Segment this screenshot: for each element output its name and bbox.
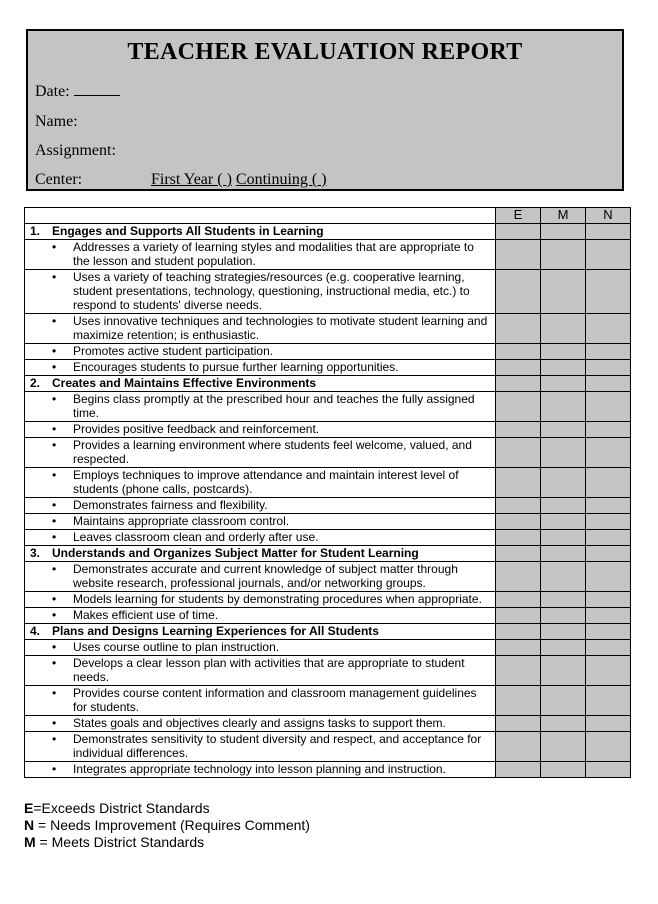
bullet-icon: • (52, 656, 57, 670)
criteria-cell (25, 314, 496, 344)
criteria-text: Uses course outline to plan instruction. (73, 640, 280, 654)
criteria-item (28, 392, 492, 420)
criteria-cell (25, 422, 496, 438)
report-header (26, 29, 624, 191)
section-heading (25, 624, 496, 640)
rating-cell-e[interactable] (496, 732, 541, 762)
section-heading (25, 376, 496, 392)
criteria-text: Employs techniques to improve attendance and maintain interest level of students (phone calls, postcards). (73, 468, 459, 496)
column-header-m: M (541, 208, 586, 224)
rating-cell-m[interactable] (541, 314, 586, 344)
rating-cell-n[interactable] (586, 608, 631, 624)
section-number: 4. (30, 624, 41, 638)
rating-cell-e[interactable] (496, 562, 541, 592)
rating-cell-e[interactable] (496, 716, 541, 732)
rating-cell-n[interactable] (586, 592, 631, 608)
rating-cell-m[interactable] (541, 530, 586, 546)
bullet-icon: • (52, 640, 57, 654)
date-field (35, 83, 120, 101)
center-label: Center: (35, 171, 83, 188)
criteria-row (25, 392, 631, 422)
bullet-icon: • (52, 468, 57, 482)
criteria-item (28, 640, 492, 654)
criteria-item (28, 438, 492, 466)
section-number: 1. (30, 224, 41, 238)
criteria-text: Promotes active student participation. (73, 344, 274, 358)
rating-cell-e[interactable] (496, 224, 541, 240)
header-spacer (25, 208, 496, 224)
rating-cell-n[interactable] (586, 344, 631, 360)
section-heading (25, 546, 496, 562)
criteria-cell (25, 498, 496, 514)
rating-cell-m[interactable] (541, 686, 586, 716)
bullet-icon: • (52, 716, 57, 730)
section-number: 3. (30, 546, 41, 560)
criteria-row (25, 468, 631, 498)
rating-cell-n[interactable] (586, 640, 631, 656)
rating-cell-n[interactable] (586, 314, 631, 344)
rating-cell-n[interactable] (586, 422, 631, 438)
criteria-row (25, 640, 631, 656)
section-number: 2. (30, 376, 41, 390)
report-title: TEACHER EVALUATION REPORT (127, 39, 523, 65)
rating-cell-e[interactable] (496, 392, 541, 422)
criteria-item (28, 422, 492, 436)
rating-cell-m[interactable] (541, 392, 586, 422)
criteria-cell (25, 762, 496, 778)
criteria-row (25, 240, 631, 270)
rating-cell-m[interactable] (541, 732, 586, 762)
criteria-row (25, 270, 631, 314)
rating-cell-e[interactable] (496, 514, 541, 530)
rating-cell-e[interactable] (496, 240, 541, 270)
criteria-item (28, 360, 492, 374)
rating-cell-m[interactable] (541, 240, 586, 270)
rating-cell-n[interactable] (586, 438, 631, 468)
criteria-row (25, 762, 631, 778)
bullet-icon: • (52, 498, 57, 512)
criteria-text: Models learning for students by demonstrating procedures when appropriate. (73, 592, 482, 606)
criteria-text: Uses a variety of teaching strategies/resources (e.g. cooperative learning, student presentations, technology, questioning, instructional media, etc.) to respond to students' diverse needs. (73, 270, 470, 312)
bullet-icon: • (52, 240, 57, 254)
criteria-row (25, 608, 631, 624)
criteria-row (25, 438, 631, 468)
rating-cell-n[interactable] (586, 468, 631, 498)
criteria-item (28, 608, 492, 622)
criteria-item (28, 592, 492, 606)
rating-cell-e[interactable] (496, 592, 541, 608)
criteria-item (28, 314, 492, 342)
criteria-cell (25, 468, 496, 498)
rating-cell-e[interactable] (496, 686, 541, 716)
criteria-text: Leaves classroom clean and orderly after use. (73, 530, 319, 544)
criteria-row (25, 344, 631, 360)
rating-cell-e[interactable] (496, 498, 541, 514)
rating-cell-n[interactable] (586, 546, 631, 562)
criteria-item (28, 468, 492, 496)
criteria-text: Integrates appropriate technology into lesson planning and instruction. (73, 762, 446, 776)
date-label: Date: (35, 83, 70, 100)
rating-cell-e[interactable] (496, 656, 541, 686)
rating-cell-m[interactable] (541, 640, 586, 656)
bullet-icon: • (52, 530, 57, 544)
section-title: Engages and Supports All Students in Learning (52, 224, 324, 238)
rating-cell-n[interactable] (586, 498, 631, 514)
criteria-cell (25, 608, 496, 624)
criteria-item (28, 240, 492, 268)
bullet-icon: • (52, 592, 57, 606)
rating-cell-m[interactable] (541, 762, 586, 778)
bullet-icon: • (52, 344, 57, 358)
criteria-text: Provides a learning environment where students feel welcome, valued, and respected. (73, 438, 472, 466)
bullet-icon: • (52, 270, 57, 284)
criteria-text: Provides course content information and classroom management guidelines for students. (73, 686, 477, 714)
criteria-text: Demonstrates accurate and current knowledge of subject matter through website research, professional journals, and/or networking groups. (73, 562, 458, 590)
criteria-text: States goals and objectives clearly and assigns tasks to support them. (73, 716, 446, 730)
criteria-row (25, 562, 631, 592)
criteria-cell (25, 592, 496, 608)
criteria-text: Demonstrates sensitivity to student diversity and respect, and acceptance for individual differences. (73, 732, 482, 760)
rating-cell-e[interactable] (496, 344, 541, 360)
rating-cell-n[interactable] (586, 762, 631, 778)
criteria-cell (25, 530, 496, 546)
center-options (151, 171, 327, 189)
criteria-item (28, 732, 492, 760)
column-header-n: N (586, 208, 631, 224)
rating-cell-e[interactable] (496, 530, 541, 546)
criteria-cell (25, 686, 496, 716)
rating-cell-m[interactable] (541, 656, 586, 686)
criteria-row (25, 656, 631, 686)
bullet-icon: • (52, 514, 57, 528)
criteria-row (25, 360, 631, 376)
rating-cell-e[interactable] (496, 546, 541, 562)
criteria-cell (25, 656, 496, 686)
section-row (25, 624, 631, 640)
bullet-icon: • (52, 762, 57, 776)
rating-cell-n[interactable] (586, 376, 631, 392)
criteria-cell (25, 438, 496, 468)
criteria-item (28, 270, 492, 312)
criteria-item (28, 498, 492, 512)
rating-cell-m[interactable] (541, 344, 586, 360)
bullet-icon: • (52, 438, 57, 452)
rating-cell-e[interactable] (496, 360, 541, 376)
legend-needs-improvement: N = Needs Improvement (Requires Comment) (24, 817, 310, 833)
rating-cell-m[interactable] (541, 562, 586, 592)
rating-cell-e[interactable] (496, 438, 541, 468)
rating-cell-e[interactable] (496, 468, 541, 498)
criteria-text: Maintains appropriate classroom control. (73, 514, 290, 528)
legend-exceeds: E=Exceeds District Standards (24, 800, 210, 816)
bullet-icon: • (52, 608, 57, 622)
criteria-text: Uses innovative techniques and technologies to motivate student learning and maximize retention; is enthusiastic. (73, 314, 488, 342)
criteria-cell (25, 640, 496, 656)
rating-cell-e[interactable] (496, 270, 541, 314)
criteria-cell (25, 732, 496, 762)
rating-cell-m[interactable] (541, 376, 586, 392)
rating-cell-n[interactable] (586, 732, 631, 762)
rating-cell-m[interactable] (541, 224, 586, 240)
rating-cell-m[interactable] (541, 608, 586, 624)
criteria-cell (25, 514, 496, 530)
rating-cell-m[interactable] (541, 716, 586, 732)
rating-cell-n[interactable] (586, 624, 631, 640)
rating-cell-n[interactable] (586, 392, 631, 422)
criteria-text: Addresses a variety of learning styles and modalities that are appropriate to the lesson and student population. (73, 240, 474, 268)
date-blank[interactable] (74, 83, 120, 96)
rating-cell-e[interactable] (496, 624, 541, 640)
criteria-item (28, 344, 492, 358)
rating-cell-m[interactable] (541, 624, 586, 640)
rating-cell-m[interactable] (541, 438, 586, 468)
rating-cell-n[interactable] (586, 240, 631, 270)
criteria-text: Develops a clear lesson plan with activities that are appropriate to student needs. (73, 656, 465, 684)
criteria-item (28, 562, 492, 590)
section-title: Understands and Organizes Subject Matter for Student Learning (52, 546, 419, 560)
rating-cell-e[interactable] (496, 376, 541, 392)
section-row (25, 224, 631, 240)
rating-cell-e[interactable] (496, 762, 541, 778)
rating-cell-e[interactable] (496, 422, 541, 438)
criteria-cell (25, 392, 496, 422)
first-year-option[interactable]: First Year ( ) (151, 171, 232, 188)
column-header-e: E (496, 208, 541, 224)
criteria-row (25, 498, 631, 514)
criteria-cell (25, 270, 496, 314)
bullet-icon: • (52, 392, 57, 406)
rating-cell-n[interactable] (586, 270, 631, 314)
criteria-row (25, 592, 631, 608)
rating-cell-n[interactable] (586, 716, 631, 732)
bullet-icon: • (52, 422, 57, 436)
bullet-icon: • (52, 686, 57, 700)
name-label: Name: (35, 113, 78, 130)
section-title: Creates and Maintains Effective Environments (52, 376, 317, 390)
bullet-icon: • (52, 360, 57, 374)
criteria-row (25, 514, 631, 530)
criteria-text: Provides positive feedback and reinforcement. (73, 422, 320, 436)
rating-cell-m[interactable] (541, 592, 586, 608)
legend-meets: M = Meets District Standards (24, 834, 205, 850)
rating-cell-m[interactable] (541, 270, 586, 314)
section-row (25, 546, 631, 562)
criteria-item (28, 530, 492, 544)
criteria-text: Makes efficient use of time. (73, 608, 219, 622)
rating-cell-n[interactable] (586, 224, 631, 240)
rating-cell-m[interactable] (541, 498, 586, 514)
criteria-cell (25, 562, 496, 592)
rating-cell-n[interactable] (586, 360, 631, 376)
legend (24, 800, 310, 851)
criteria-row (25, 530, 631, 546)
criteria-item (28, 716, 492, 730)
evaluation-table (24, 207, 631, 778)
rating-cell-e[interactable] (496, 608, 541, 624)
rating-cell-m[interactable] (541, 514, 586, 530)
criteria-text: Demonstrates fairness and flexibility. (73, 498, 268, 512)
bullet-icon: • (52, 732, 57, 746)
assignment-label: Assignment: (35, 142, 116, 159)
bullet-icon: • (52, 314, 57, 328)
rating-cell-n[interactable] (586, 530, 631, 546)
criteria-cell (25, 716, 496, 732)
column-header-row (25, 208, 631, 224)
rating-cell-m[interactable] (541, 360, 586, 376)
rating-cell-m[interactable] (541, 422, 586, 438)
rating-cell-m[interactable] (541, 546, 586, 562)
continuing-option[interactable]: Continuing ( ) (235, 171, 327, 188)
rating-cell-e[interactable] (496, 640, 541, 656)
rating-cell-n[interactable] (586, 514, 631, 530)
section-heading (25, 224, 496, 240)
criteria-row (25, 716, 631, 732)
criteria-cell (25, 344, 496, 360)
criteria-row (25, 314, 631, 344)
rating-cell-m[interactable] (541, 468, 586, 498)
rating-cell-n[interactable] (586, 562, 631, 592)
criteria-row (25, 686, 631, 716)
criteria-row (25, 732, 631, 762)
criteria-cell (25, 360, 496, 376)
criteria-item (28, 686, 492, 714)
rating-cell-n[interactable] (586, 686, 631, 716)
criteria-text: Encourages students to pursue further learning opportunities. (73, 360, 399, 374)
rating-cell-n[interactable] (586, 656, 631, 686)
criteria-row (25, 422, 631, 438)
section-title: Plans and Designs Learning Experiences for All Students (52, 624, 379, 638)
criteria-text: Begins class promptly at the prescribed hour and teaches the fully assigned time. (73, 392, 475, 420)
criteria-item (28, 762, 492, 776)
section-row (25, 376, 631, 392)
criteria-cell (25, 240, 496, 270)
criteria-item (28, 514, 492, 528)
criteria-item (28, 656, 492, 684)
bullet-icon: • (52, 562, 57, 576)
rating-cell-e[interactable] (496, 314, 541, 344)
